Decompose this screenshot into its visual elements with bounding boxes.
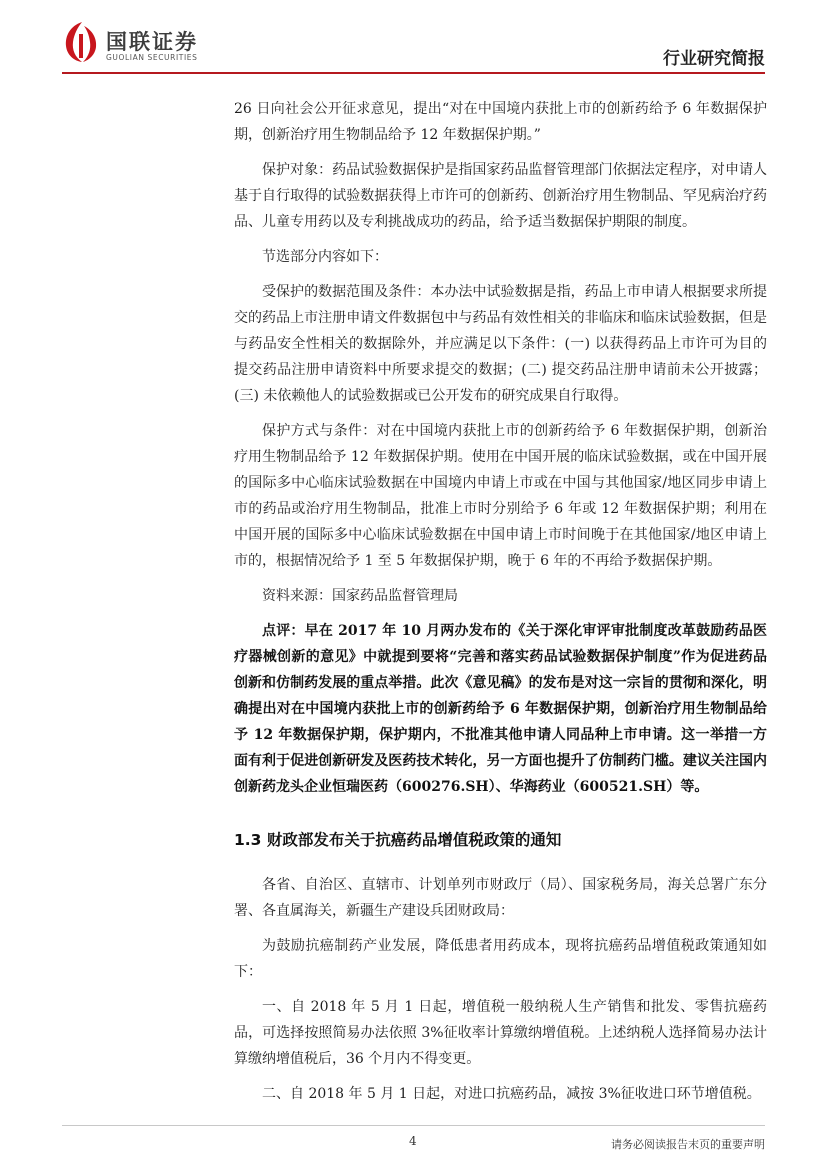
paragraph-protection-target: 保护对象：药品试验数据保护是指国家药品监督管理部门依据法定程序，对申请人基于自行取得的试验数据获得上市许可的创新药、创新治疗用生物制品、罕见病治疗药品、儿童专用药以及专利挑战成功的药品，给予适当数据保护期限的制度。 <box>234 162 767 230</box>
paragraph-item-two: 二、自 2018 年 5 月 1 日起，对进口抗癌药品，减按 3%征收进口环节增值税。 <box>262 1086 761 1102</box>
section-title: 1.3 财政部发布关于抗癌药品增值税政策的通知 <box>234 831 562 849</box>
report-type-label: 行业研究简报 <box>663 49 765 69</box>
header-divider <box>62 72 765 74</box>
company-logo <box>62 20 272 68</box>
logo-emblem-icon <box>62 20 102 64</box>
paragraph-excerpt-intro: 节选部分内容如下： <box>262 249 388 265</box>
paragraph-data-scope: 受保护的数据范围及条件：本办法中试验数据是指，药品上市申请人根据要求所提交的药品上市注册申请文件数据包中与药品有效性相关的非临床和临床试验数据，但是与药品安全性相关的数据除外，并应满足以下条件：(一) 以获得药品上市许可为目的提交药品注册申请资料中所要求提交的数据；(二) 提交药品注册申请前未公开披露；(三) 未依赖他人的试验数据或已公开发布的研究成果自行取得。 <box>234 284 767 404</box>
logo-english-name: GUOLIAN SECURITIES <box>106 53 198 62</box>
paragraph-source: 资料来源：国家药品监督管理局 <box>262 588 458 604</box>
footer-disclaimer: 请务必阅读报告末页的重要声明 <box>611 1138 765 1151</box>
footer-divider <box>62 1125 765 1126</box>
body-text <box>234 96 767 800</box>
paragraph-commentary: 点评：早在 2017 年 10 月两办发布的《关于深化审评审批制度改革鼓励药品医疗器械创新的意见》中就提到要将“完善和落实药品试验数据保护制度”作为促进药品创新和仿制药发展的重点举措。此次《意见稿》的发布是对这一宗旨的贯彻和深化，明确提出对在中国境内获批上市的创新药给予 6 年数据保护期，创新治疗用生物制品给予 12 年数据保护期，保护期内，不批准其他申请人同品种上市申请。这一举措一方面有利于促进创新研发及医药技术转化，另一方面也提升了仿制药门槛。建议关注国内创新药龙头企业恒瑞医药（600276.SH）、华海药业（600521.SH）等。 <box>234 623 767 795</box>
page-number: 4 <box>409 1134 417 1148</box>
paragraph-continued: 26 日向社会公开征求意见，提出“对在中国境内获批上市的创新药给予 6 年数据保护期，创新治疗用生物制品给予 12 年数据保护期。” <box>234 101 767 143</box>
logo-chinese-name: 国联证券 <box>106 30 198 54</box>
section-body-text <box>234 872 767 1107</box>
paragraph-item-one: 一、自 2018 年 5 月 1 日起，增值税一般纳税人生产销售和批发、零售抗癌药品，可选择按照简易办法依照 3%征收率计算缴纳增值税。上述纳税人选择简易办法计算缴纳增值税后，36 个月内不得变更。 <box>234 999 767 1067</box>
paragraph-notice-intro: 为鼓励抗癌制药产业发展，降低患者用药成本，现将抗癌药品增值税政策通知如下： <box>234 938 767 980</box>
paragraph-addressees: 各省、自治区、直辖市、计划单列市财政厅（局）、国家税务局，海关总署广东分署、各直属海关，新疆生产建设兵团财政局： <box>234 877 767 919</box>
paragraph-protection-method: 保护方式与条件：对在中国境内获批上市的创新药给予 6 年数据保护期，创新治疗用生物制品给予 12 年数据保护期。使用在中国开展的临床试验数据，或在中国开展的国际多中心临床试验数据在中国境内申请上市或在中国与其他国家/地区同步申请上市的药品或治疗用生物制品，批准上市时分别给予 6 年或 12 年数据保护期；利用在中国开展的国际多中心临床试验数据在中国申请上市时间晚于在其他国家/地区申请上市的，根据情况给予 1 至 5 年数据保护期，晚于 6 年的不再给予数据保护期。 <box>234 423 767 569</box>
page-header <box>0 0 827 76</box>
